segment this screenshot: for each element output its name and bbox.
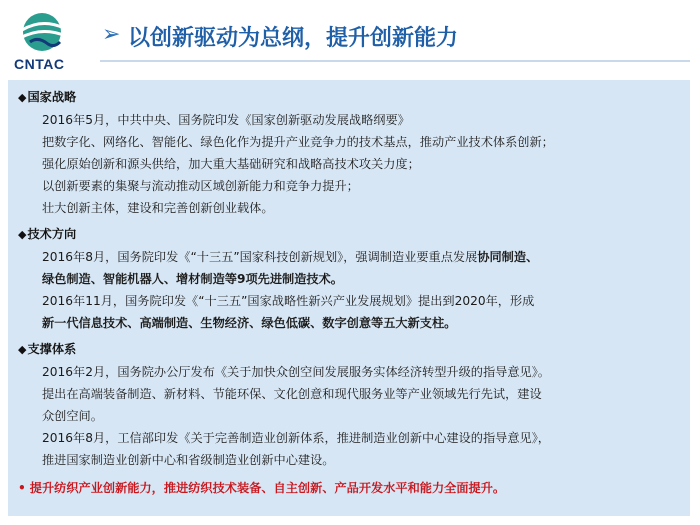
text-line: 2016年5月，中共中央、国务院印发《国家创新驱动发展战略纲要》 xyxy=(42,113,410,127)
text-line: 新一代信息技术、高端制造、生物经济、绿色低碳、数字创意等五大新支柱。 xyxy=(42,316,457,330)
text-line: 以创新要素的集聚与流动推动区域创新能力和竞争力提升； xyxy=(42,179,359,193)
title-arrow-icon: ➢ xyxy=(102,22,121,47)
section-heading-support-system: ◆支撑体系 xyxy=(18,342,77,356)
text-line: 提出在高端装备制造、新材料、节能环保、文化创意和现代服务业等产业领域先行先试，建设 xyxy=(42,387,542,401)
logo-text: CNTAC xyxy=(14,56,65,72)
diamond-bullet-icon: ◆ xyxy=(18,228,27,241)
text-line: 绿色制造、智能机器人、增材制造等9项先进制造技术。 xyxy=(42,272,343,286)
text-line: 壮大创新主体，建设和完善创新创业载体。 xyxy=(42,201,274,215)
page-title: 以创新驱动为总纲，提升创新能力 xyxy=(128,26,459,51)
text-line: 众创空间。 xyxy=(42,409,103,423)
red-dot-icon: • xyxy=(18,481,26,495)
key-conclusion: • 提升纺织产业创新能力，推进纺织技术装备、自主创新、产品开发水平和能力全面提升。 xyxy=(18,481,506,495)
text-line: 2016年8月，工信部印发《关于完善制造业创新体系，推进制造业创新中心建设的指导意见》， xyxy=(42,431,550,445)
content-panel xyxy=(8,80,690,516)
text-line: 推进国家制造业创新中心和省级制造业创新中心建设。 xyxy=(42,453,335,467)
title-divider xyxy=(100,60,690,62)
diamond-bullet-icon: ◆ xyxy=(18,343,27,356)
section-heading-tech-direction: ◆技术方向 xyxy=(18,227,77,241)
text-line: 把数字化、网络化、智能化、绿色化作为提升产业竞争力的技术基点，推动产业技术体系创新； xyxy=(42,135,554,149)
section-heading-national-strategy: ◆国家战略 xyxy=(18,90,77,104)
text-line: 2016年11月，国务院印发《“十三五”国家战略性新兴产业发展规划》提出到2020年，形成 xyxy=(42,294,535,308)
slide-header xyxy=(0,0,700,78)
diamond-bullet-icon: ◆ xyxy=(18,91,27,104)
text-line: 强化原始创新和源头供给，加大重大基础研究和战略高技术攻关力度； xyxy=(42,157,420,171)
text-line: 2016年8月，国务院印发《“十三五”国家科技创新规划》，强调制造业要重点发展协同制造、 xyxy=(42,250,539,264)
text-line: 2016年2月，国务院办公厅发布《关于加快众创空间发展服务实体经济转型升级的指导意见》。 xyxy=(42,365,550,379)
